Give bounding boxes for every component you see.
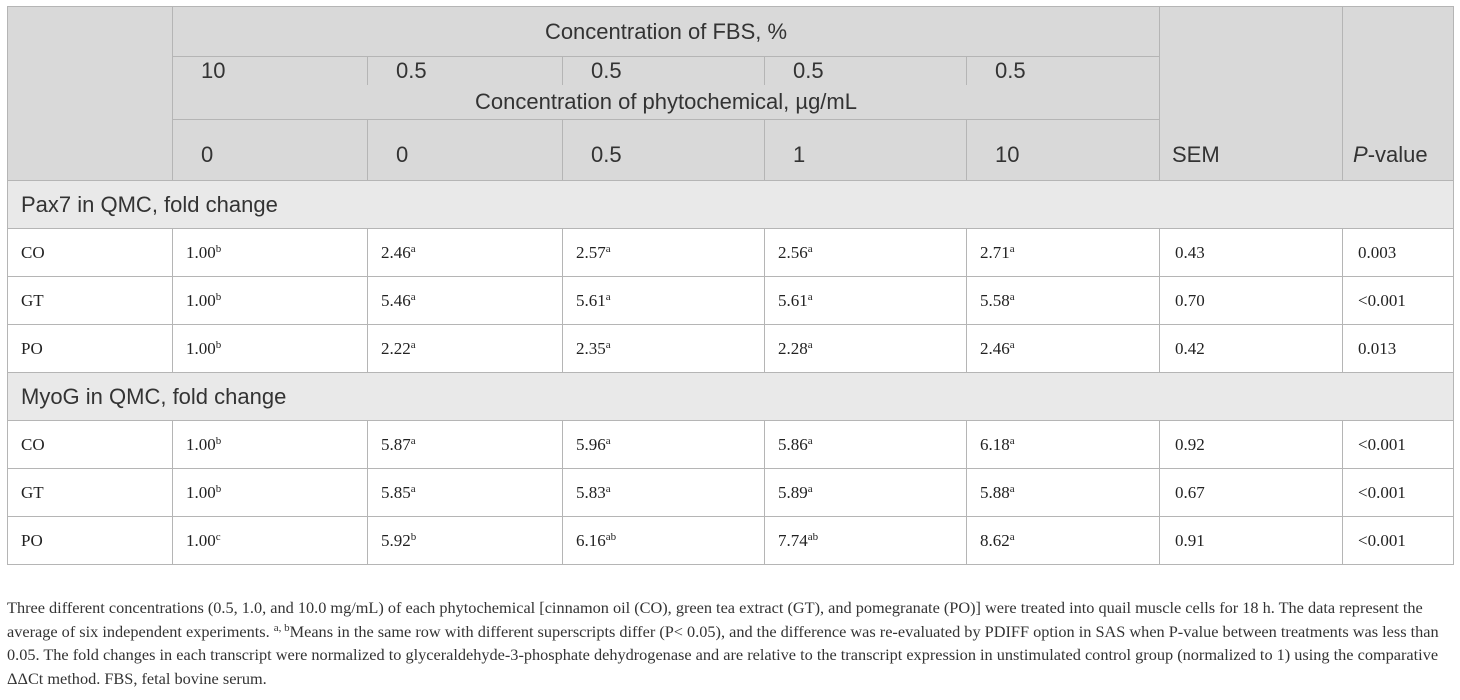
row-label: PO	[8, 325, 173, 373]
fbs-value: 10	[173, 57, 368, 86]
data-cell: 2.46$^a$	[368, 229, 563, 277]
data-cell: 8.62$^a$	[967, 517, 1160, 565]
data-cell: 1.00$^b$	[173, 325, 368, 373]
table-row	[8, 277, 1454, 325]
section-row-myog	[8, 373, 1454, 421]
section-title: MyoG in QMC, fold change	[8, 373, 1454, 421]
data-cell: 5.46$^a$	[368, 277, 563, 325]
results-table	[7, 6, 1454, 565]
data-cell: 5.61$^a$	[563, 277, 765, 325]
data-cell: 5.58$^a$	[967, 277, 1160, 325]
sem-header: SEM	[1160, 7, 1343, 181]
data-cell: 2.57$^a$	[563, 229, 765, 277]
section-row-pax7	[8, 181, 1454, 229]
row-label: PO	[8, 517, 173, 565]
data-cell: 1.00$^b$	[173, 421, 368, 469]
data-cell: 5.92$^b$	[368, 517, 563, 565]
row-label: GT	[8, 469, 173, 517]
sem-cell: 0.43	[1160, 229, 1343, 277]
sem-cell: 0.91	[1160, 517, 1343, 565]
data-cell: 2.56$^a$	[765, 229, 967, 277]
footnote-superscript: a, b	[273, 621, 290, 634]
phytochemical-value: 1	[765, 120, 967, 181]
phytochemical-value: 0.5	[563, 120, 765, 181]
phytochemical-header: Concentration of phytochemical, µg/mL	[173, 85, 1160, 120]
pvalue-cell: <0.001	[1343, 277, 1454, 325]
pvalue-cell: <0.001	[1343, 421, 1454, 469]
table-body	[8, 181, 1454, 565]
row-label: CO	[8, 421, 173, 469]
data-cell: 1.00$^b$	[173, 277, 368, 325]
sem-cell: 0.70	[1160, 277, 1343, 325]
fbs-value: 0.5	[967, 57, 1160, 86]
data-cell: 5.61$^a$	[765, 277, 967, 325]
data-cell: 2.22$^a$	[368, 325, 563, 373]
fbs-value: 0.5	[563, 57, 765, 86]
phytochemical-value: 10	[967, 120, 1160, 181]
pvalue-cell: <0.001	[1343, 469, 1454, 517]
data-cell: 7.74$^{ab}$	[765, 517, 967, 565]
data-cell: 5.89$^a$	[765, 469, 967, 517]
data-cell: 2.28$^a$	[765, 325, 967, 373]
fbs-header: Concentration of FBS, %	[173, 7, 1160, 57]
pvalue-header-suffix: -value	[1367, 142, 1428, 167]
data-cell: 5.86$^a$	[765, 421, 967, 469]
data-cell: 2.71$^a$	[967, 229, 1160, 277]
sem-cell: 0.92	[1160, 421, 1343, 469]
data-cell: 6.18$^a$	[967, 421, 1160, 469]
table-header	[8, 7, 1454, 181]
pvalue-cell: <0.001	[1343, 517, 1454, 565]
data-cell: 5.87$^a$	[368, 421, 563, 469]
table-row	[8, 421, 1454, 469]
table-footnote	[7, 596, 1453, 690]
pvalue-cell: 0.003	[1343, 229, 1454, 277]
data-cell: 5.88$^a$	[967, 469, 1160, 517]
pvalue-header-prefix: P	[1353, 142, 1368, 167]
data-cell: 5.85$^a$	[368, 469, 563, 517]
table-container	[7, 6, 1453, 565]
data-cell: 2.35$^a$	[563, 325, 765, 373]
data-cell: 1.00$^b$	[173, 229, 368, 277]
fbs-value: 0.5	[765, 57, 967, 86]
pvalue-header	[1343, 7, 1454, 181]
footnote-text: Means in the same row with different superscripts differ (P< 0.05), and the difference was re-evaluated by PDIFF option in SAS when P-value between treatments was less than 0.05. The fold changes in each transcript were normalized to glyceraldehyde-3-phosphate dehydrogenase and are relative to the transcript expression in unstimulated control group (normalized to 1) using the comparative ΔΔCt method. FBS, fetal bovine serum.	[7, 621, 1439, 688]
data-cell: 5.96$^a$	[563, 421, 765, 469]
corner-cell	[8, 7, 173, 181]
fbs-value: 0.5	[368, 57, 563, 86]
data-cell: 2.46$^a$	[967, 325, 1160, 373]
table-row	[8, 325, 1454, 373]
data-cell: 6.16$^{ab}$	[563, 517, 765, 565]
table-row	[8, 229, 1454, 277]
data-cell: 5.83$^a$	[563, 469, 765, 517]
data-cell: 1.00$^b$	[173, 469, 368, 517]
phytochemical-value: 0	[368, 120, 563, 181]
pvalue-cell: 0.013	[1343, 325, 1454, 373]
phytochemical-value: 0	[173, 120, 368, 181]
sem-cell: 0.42	[1160, 325, 1343, 373]
table-row	[8, 469, 1454, 517]
section-title: Pax7 in QMC, fold change	[8, 181, 1454, 229]
row-label: CO	[8, 229, 173, 277]
row-label: GT	[8, 277, 173, 325]
sem-cell: 0.67	[1160, 469, 1343, 517]
table-row	[8, 517, 1454, 565]
footnote-text: Three different concentrations (0.5, 1.0, and 10.0 mg/mL) of each phytochemical [cinnamon oil (CO), green tea extract (GT), and pomegranate (PO)] were treated into quail muscle cells for 18 h. The data represent the average of six independent experiments.	[7, 598, 1423, 641]
data-cell: 1.00$^c$	[173, 517, 368, 565]
